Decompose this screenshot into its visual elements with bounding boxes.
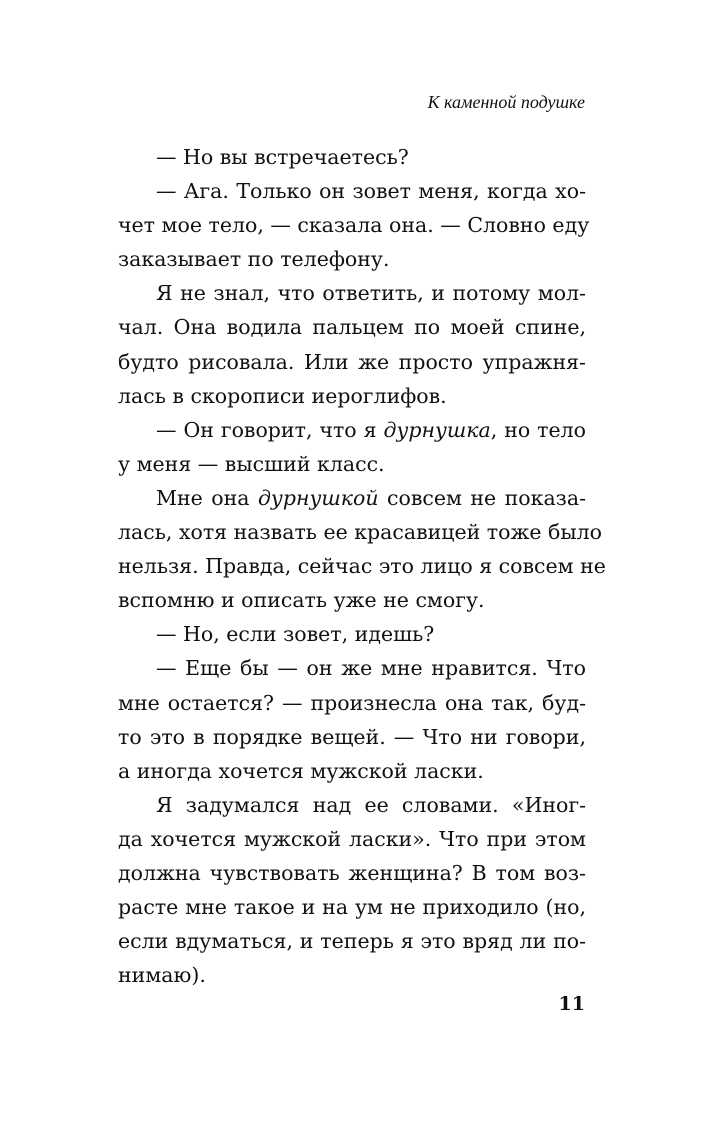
text-line: вспомню и описать уже не смогу. [118,588,485,613]
text-line: а иногда хочется мужской ласки. [118,758,484,783]
text-line: Я не знал, что ответить, и потому мол- [156,281,586,306]
text-line: — Но, если зовет, идешь? [156,622,435,647]
text-line: заказывает по телефону. [118,247,390,272]
italic-word: дурнушкой [257,485,379,510]
text-line: нельзя. Правда, сейчас это лицо я совсем не [118,554,606,579]
text-line: будто рисовала. Или же просто упражня- [118,349,586,374]
text-line: если вдуматься, и теперь я это вряд ли по- [118,929,586,954]
text-line: чет мое тело, — сказала она. — Словно еду [118,213,590,238]
text-line: Я задумался над ее словами. «Иног- [156,792,586,817]
text-line: то это в порядке вещей. — Что ни говори, [118,724,586,749]
body-text [118,140,606,992]
running-title: К каменной подушке [427,92,585,112]
text-line: лась в скорописи иероглифов. [118,383,447,408]
text-line: — Но вы встречаетесь? [156,145,409,169]
italic-word: дурнушка [383,417,491,442]
text-line: — Ага. Только он зовет меня, когда хо- [156,179,586,204]
text-line: должна чувствовать женщина? В том воз- [118,860,586,885]
text-line: лась, хотя назвать ее красавицей тоже было [118,520,603,545]
text-line: чал. Она водила пальцем по моей спине, [118,315,586,340]
text-line: нимаю). [118,963,206,988]
text-line: у меня — высший класс. [118,451,385,476]
text-line: расте мне такое и на ум не приходило (но, [118,895,586,920]
text-line: да хочется мужской ласки». Что при этом [118,826,586,851]
text-line: Мне она дурнушкой совсем не показа- [156,485,587,510]
text-line: — Он говорит, что я дурнушка, но тело [156,417,586,442]
text-line: — Еще бы — он же мне нравится. Что [156,656,586,681]
text-line: мне остается? — произнесла она так, буд- [118,690,586,715]
page-number: 11 [558,993,585,1015]
